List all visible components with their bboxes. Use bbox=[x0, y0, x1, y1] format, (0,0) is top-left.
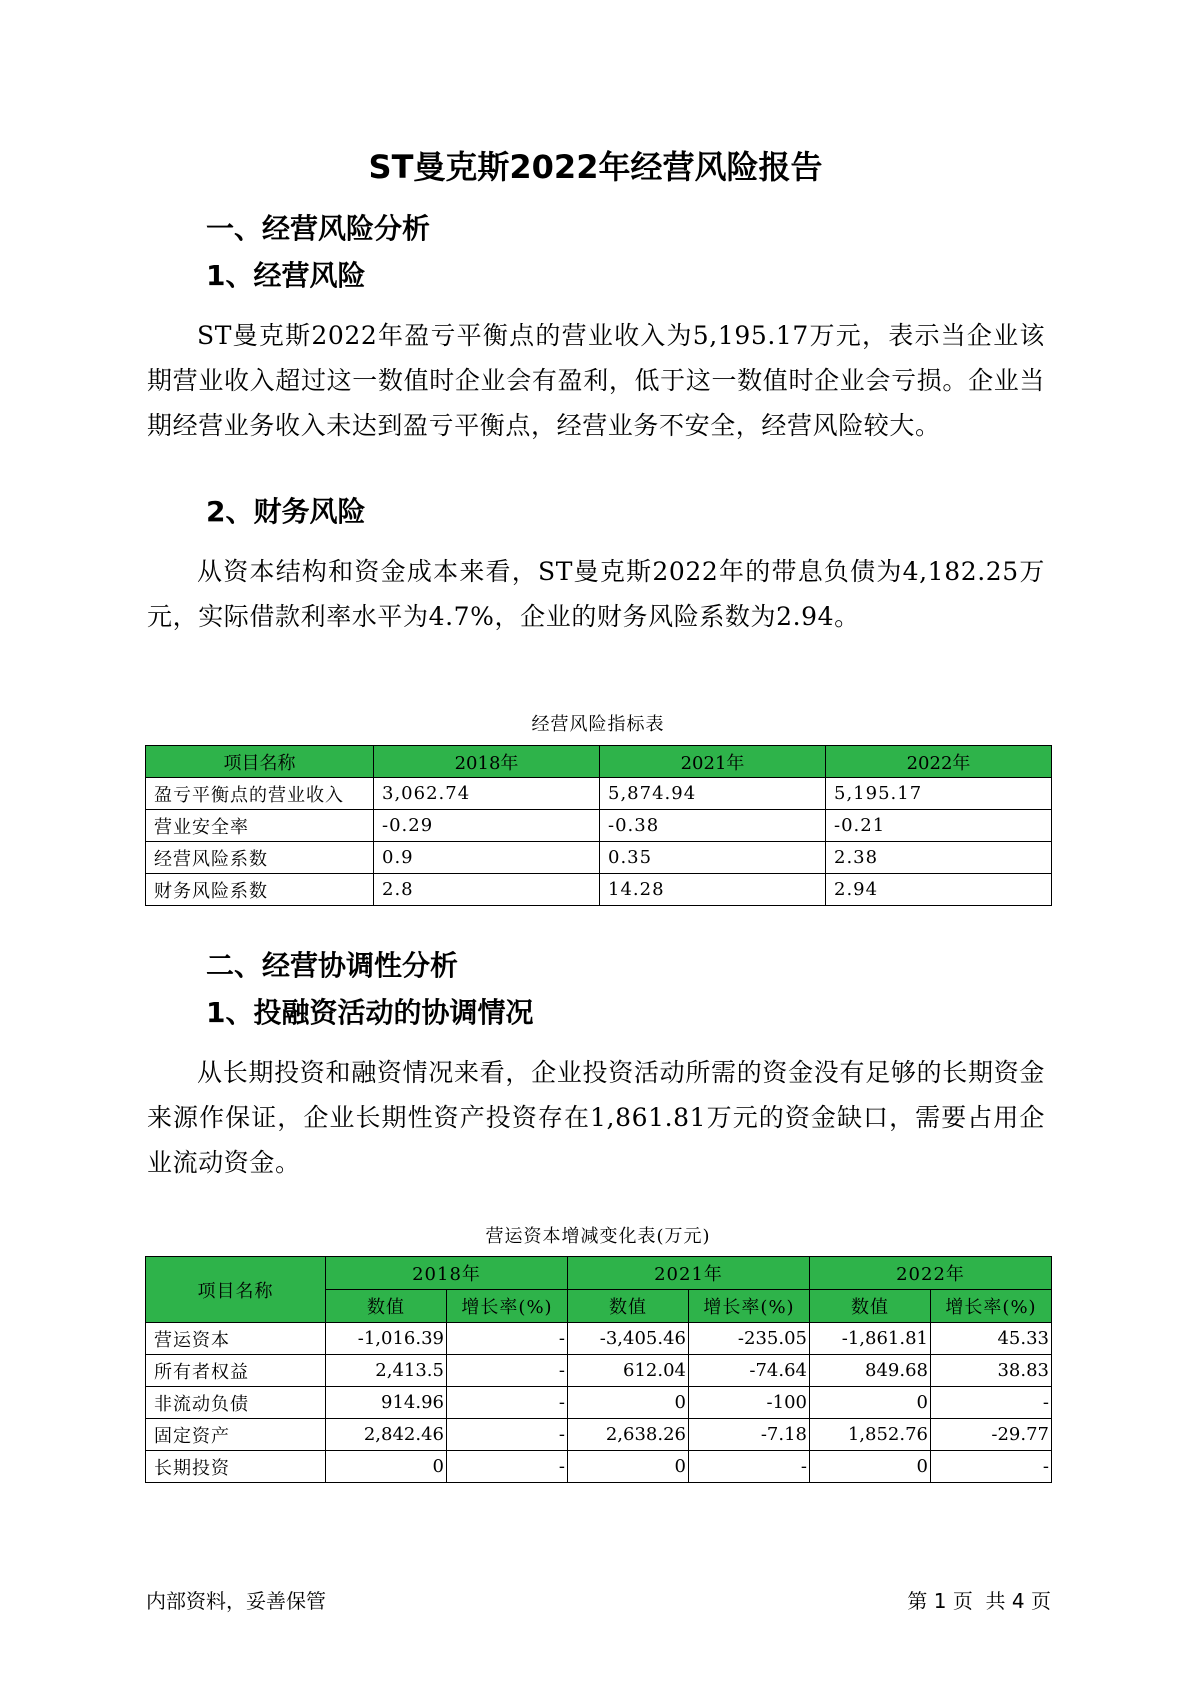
table-cell: - bbox=[447, 1355, 568, 1387]
section-heading-2: 二、经营协调性分析 bbox=[206, 949, 459, 982]
header-cell: 2021年 bbox=[600, 746, 826, 778]
table-cell: 14.28 bbox=[600, 874, 826, 906]
table-cell: 45.33 bbox=[931, 1323, 1052, 1355]
table-cell: 2.38 bbox=[826, 842, 1052, 874]
header-cell: 项目名称 bbox=[146, 1257, 326, 1323]
document-title: ST曼克斯2022年经营风险报告 bbox=[368, 148, 823, 186]
table-header-row bbox=[146, 746, 1052, 778]
table-cell: 38.83 bbox=[931, 1355, 1052, 1387]
table-cell: 2,842.46 bbox=[326, 1419, 447, 1451]
table-cell: 0 bbox=[568, 1451, 689, 1483]
table-cell: - bbox=[931, 1387, 1052, 1419]
table-cell: -0.21 bbox=[826, 810, 1052, 842]
header-cell: 2018年 bbox=[326, 1257, 568, 1290]
table-cell: 营业安全率 bbox=[146, 810, 374, 842]
table-cell: 0 bbox=[810, 1451, 931, 1483]
table-cell: -0.29 bbox=[374, 810, 600, 842]
table-cell: 0 bbox=[326, 1451, 447, 1483]
table-cell: 914.96 bbox=[326, 1387, 447, 1419]
table-row bbox=[146, 1451, 1052, 1483]
table-row bbox=[146, 1387, 1052, 1419]
table-cell: 1,852.76 bbox=[810, 1419, 931, 1451]
table-cell: 612.04 bbox=[568, 1355, 689, 1387]
table-cell: -74.64 bbox=[689, 1355, 810, 1387]
table-cell: 非流动负债 bbox=[146, 1387, 326, 1419]
operating-risk-table bbox=[145, 745, 1052, 906]
header-cell: 2022年 bbox=[810, 1257, 1052, 1290]
table-row bbox=[146, 1323, 1052, 1355]
table-cell: 固定资产 bbox=[146, 1419, 326, 1451]
header-cell: 2021年 bbox=[568, 1257, 810, 1290]
table-row bbox=[146, 1419, 1052, 1451]
header-cell: 数值 bbox=[326, 1290, 447, 1323]
table2-caption: 营运资本增减变化表(万元) bbox=[485, 1226, 711, 1247]
table-cell: -7.18 bbox=[689, 1419, 810, 1451]
table-header-row bbox=[146, 1257, 1052, 1290]
table-cell: 所有者权益 bbox=[146, 1355, 326, 1387]
header-cell: 增长率(%) bbox=[447, 1290, 568, 1323]
table-cell: 5,874.94 bbox=[600, 778, 826, 810]
table-row bbox=[146, 842, 1052, 874]
table-row bbox=[146, 1355, 1052, 1387]
subsection-heading-financial-risk: 2、财务风险 bbox=[206, 495, 366, 528]
table-cell: 3,062.74 bbox=[374, 778, 600, 810]
table-row bbox=[146, 810, 1052, 842]
section-heading-1: 一、经营风险分析 bbox=[206, 212, 431, 245]
table-cell: -1,861.81 bbox=[810, 1323, 931, 1355]
table-cell: -29.77 bbox=[931, 1419, 1052, 1451]
table-cell: 2.94 bbox=[826, 874, 1052, 906]
table-cell: 营运资本 bbox=[146, 1323, 326, 1355]
table-cell: 盈亏平衡点的营业收入 bbox=[146, 778, 374, 810]
table-cell: 2,413.5 bbox=[326, 1355, 447, 1387]
header-cell: 增长率(%) bbox=[689, 1290, 810, 1323]
subsection-heading-investment-financing: 1、投融资活动的协调情况 bbox=[206, 996, 534, 1029]
header-cell: 数值 bbox=[568, 1290, 689, 1323]
paragraph-operating-risk: ST曼克斯2022年盈亏平衡点的营业收入为5,195.17万元，表示当企业该期营业收入超过这一数值时企业会有盈利，低于这一数值时企业会亏损。企业当期经营业务收入未达到盈亏平衡点，经营业务不安全，经营风险较大。 bbox=[147, 321, 1045, 440]
footer-confidential-note: 内部资料，妥善保管 bbox=[146, 1589, 326, 1613]
table-cell: 849.68 bbox=[810, 1355, 931, 1387]
table-cell: -0.38 bbox=[600, 810, 826, 842]
paragraph-investment-financing: 从长期投资和融资情况来看，企业投资活动所需的资金没有足够的长期资金来源作保证，企业长期性资产投资存在1,861.81万元的资金缺口，需要占用企业流动资金。 bbox=[147, 1058, 1045, 1177]
header-cell: 2022年 bbox=[826, 746, 1052, 778]
header-cell: 增长率(%) bbox=[931, 1290, 1052, 1323]
table-cell: 2.8 bbox=[374, 874, 600, 906]
table-cell: 0.35 bbox=[600, 842, 826, 874]
header-cell: 数值 bbox=[810, 1290, 931, 1323]
working-capital-table bbox=[145, 1256, 1052, 1483]
table-row bbox=[146, 874, 1052, 906]
table-cell: - bbox=[447, 1451, 568, 1483]
table-cell: -3,405.46 bbox=[568, 1323, 689, 1355]
header-cell: 2018年 bbox=[374, 746, 600, 778]
table-cell: 5,195.17 bbox=[826, 778, 1052, 810]
table-row bbox=[146, 778, 1052, 810]
table-cell: - bbox=[447, 1419, 568, 1451]
table1-caption: 经营风险指标表 bbox=[531, 714, 665, 735]
table-cell: - bbox=[689, 1451, 810, 1483]
header-cell: 项目名称 bbox=[146, 746, 374, 778]
table-cell: - bbox=[447, 1387, 568, 1419]
table-cell: 0.9 bbox=[374, 842, 600, 874]
table-cell: 经营风险系数 bbox=[146, 842, 374, 874]
table-cell: 2,638.26 bbox=[568, 1419, 689, 1451]
table-cell: 财务风险系数 bbox=[146, 874, 374, 906]
table-cell: -1,016.39 bbox=[326, 1323, 447, 1355]
table-cell: 0 bbox=[568, 1387, 689, 1419]
table-cell: 0 bbox=[810, 1387, 931, 1419]
subsection-heading-operating-risk: 1、经营风险 bbox=[206, 259, 366, 292]
table-cell: - bbox=[447, 1323, 568, 1355]
table-cell: -100 bbox=[689, 1387, 810, 1419]
table-cell: -235.05 bbox=[689, 1323, 810, 1355]
paragraph-financial-risk: 从资本结构和资金成本来看，ST曼克斯2022年的带息负债为4,182.25万元，实际借款利率水平为4.7%，企业的财务风险系数为2.94。 bbox=[147, 557, 1045, 631]
table-cell: - bbox=[931, 1451, 1052, 1483]
table-cell: 长期投资 bbox=[146, 1451, 326, 1483]
footer-page-number: 第 1 页 共 4 页 bbox=[907, 1589, 1051, 1613]
